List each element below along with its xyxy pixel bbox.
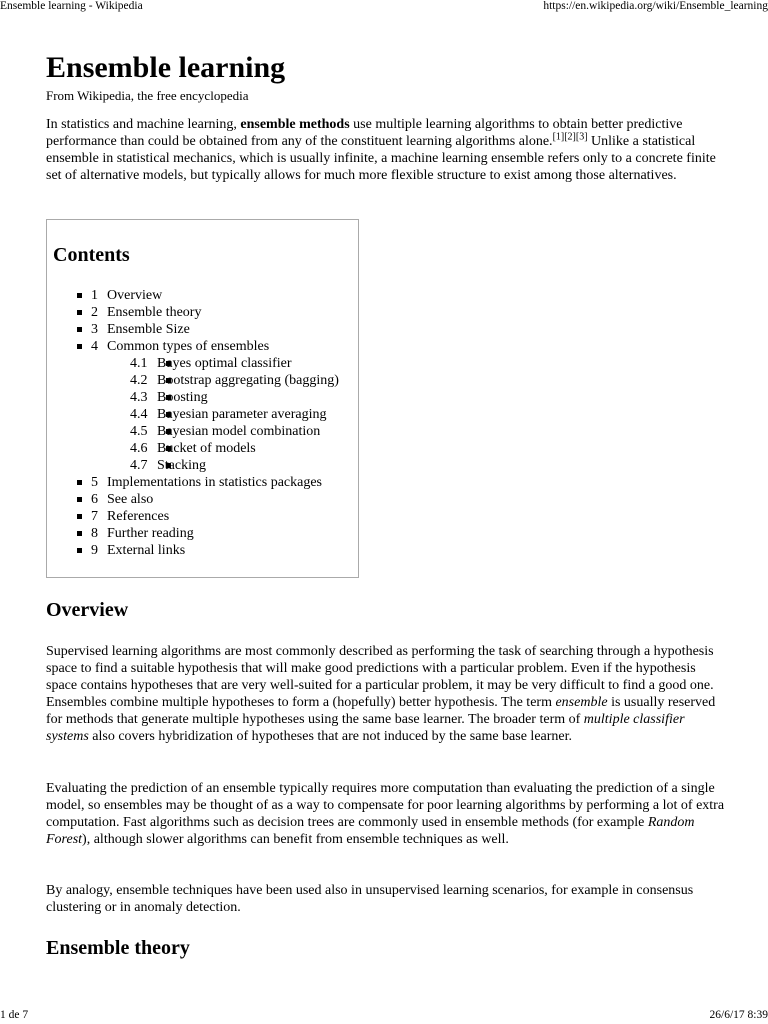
toc-item-number: 6	[91, 492, 98, 507]
toc-item-label[interactable]: Bayes optimal classifier	[157, 356, 292, 371]
overview-p2-text-b: ), although slower algorithms can benefit from ensemble techniques as well.	[82, 832, 509, 847]
toc-bullet-icon	[77, 531, 82, 536]
page-tagline: From Wikipedia, the free encyclopedia	[46, 88, 249, 103]
overview-p2-text-a: Evaluating the prediction of an ensemble typically requires more computation than evaluating the prediction of a single model, so ensembles may be thought of as a way to compensate for poor learning algorithms by performing a lot of extra computation. Fast algorithms such as decision trees are commonly used in ensemble methods (for example	[46, 781, 725, 830]
toc-item-number: 1	[91, 288, 98, 303]
intro-paragraph	[46, 116, 726, 184]
toc-item-label[interactable]: Ensemble theory	[107, 305, 202, 320]
print-header-url[interactable]: https://en.wikipedia.org/wiki/Ensemble_learning	[543, 0, 768, 12]
toc-item-number: 8	[91, 526, 98, 541]
intro-text-2: use multiple learning algorithms to obtain better predictive performance than could be obtained from any of the constituent learning algorithms alone.	[46, 117, 683, 149]
toc-bullet-icon	[77, 548, 82, 553]
toc-item-label[interactable]: Further reading	[107, 526, 194, 541]
toc-item-number: 3	[91, 322, 98, 337]
toc-item-label[interactable]: Common types of ensembles	[107, 339, 270, 354]
overview-p1-term-ensemble: ensemble	[555, 695, 608, 710]
overview-p1-text-c: also covers hybridization of hypotheses that are not induced by the same base learner.	[88, 729, 573, 744]
section-heading-overview: Overview	[46, 599, 129, 621]
toc-bullet-icon	[77, 514, 82, 519]
overview-paragraph-2	[46, 780, 726, 848]
section-heading-ensemble-theory: Ensemble theory	[46, 937, 190, 959]
page-title: Ensemble learning	[46, 51, 286, 84]
intro-text-1: In statistics and machine learning,	[46, 117, 241, 132]
toc-item-label[interactable]: Overview	[107, 288, 163, 303]
toc-bullet-icon	[77, 327, 82, 332]
overview-p1-text-a: Supervised learning algorithms are most commonly described as performing the task of searching through a hypothesis space to find a suitable hypothesis that will make good predictions with a particular problem. Even if the hypothesis space contains hypotheses that are very well-suited for a particular problem, it may be very difficult to find a good one. Ensembles combine multiple hypotheses to form a (hopefully) better hypothesis. The term	[46, 644, 714, 710]
toc-item-number: 4.7	[130, 458, 148, 473]
print-footer-page: 1 de 7	[0, 1009, 29, 1021]
toc-item-label[interactable]: Bootstrap aggregating (bagging)	[157, 373, 339, 388]
toc-bullet-icon	[77, 293, 82, 298]
table-of-contents	[46, 219, 359, 578]
toc-item-number: 4.3	[130, 390, 148, 405]
toc-item-number: 5	[91, 475, 98, 490]
intro-text-3: Unlike a statistical ensemble in statistical mechanics, which is usually infinite, a machine learning ensemble refers only to a concrete finite set of alternative models, but typically allows for much more flexible structure to exist among those alternatives.	[46, 134, 716, 183]
toc-item-label[interactable]: Bucket of models	[157, 441, 256, 456]
article-header	[46, 48, 726, 184]
intro-references[interactable]: [1][2][3]	[552, 131, 588, 143]
overview-paragraph-1	[46, 643, 726, 745]
toc-item-label[interactable]: Implementations in statistics packages	[107, 475, 323, 490]
print-header-title: Ensemble learning - Wikipedia	[0, 0, 143, 12]
toc-item-number: 4.5	[130, 424, 148, 439]
toc-item-number: 4.1	[130, 356, 148, 371]
toc-item-label[interactable]: Bayesian model combination	[157, 424, 321, 439]
toc-item-number: 4.2	[130, 373, 148, 388]
toc-item-label[interactable]: Ensemble Size	[107, 322, 190, 337]
toc-item-label[interactable]: Bayesian parameter averaging	[157, 407, 327, 422]
overview-p1-term-mcs: multiple classifier systems	[46, 712, 685, 744]
toc-item-number: 9	[91, 543, 98, 558]
toc-bullet-icon	[77, 344, 82, 349]
toc-item-number: 4.4	[130, 407, 148, 422]
toc-bullet-icon	[77, 480, 82, 485]
toc-item-number: 4	[91, 339, 98, 354]
overview-paragraph-3	[46, 882, 726, 916]
toc-item-label[interactable]: References	[107, 509, 170, 524]
toc-item-label[interactable]: Stacking	[157, 458, 206, 473]
intro-bold-term[interactable]: ensemble methods	[240, 117, 350, 132]
toc-item-label[interactable]: External links	[107, 543, 186, 558]
toc-item-label[interactable]: Boosting	[157, 390, 208, 405]
overview-p2-term-random-forest: Random Forest	[46, 815, 695, 847]
toc-item-number: 4.6	[130, 441, 148, 456]
toc-item-number: 2	[91, 305, 98, 320]
overview-p3-text: By analogy, ensemble techniques have been used also in unsupervised learning scenarios, for example in consensus clustering or in anomaly detection.	[46, 883, 694, 915]
toc-title: Contents	[53, 244, 130, 266]
toc-item-label[interactable]: See also	[107, 492, 154, 507]
print-footer-datetime: 26/6/17 8:39	[709, 1009, 768, 1021]
toc-item-number: 7	[91, 509, 98, 524]
overview-p1-text-b: is usually reserved for methods that generate multiple hypotheses using the same base learner. The broader term of	[46, 695, 716, 727]
toc-bullet-icon	[77, 310, 82, 315]
toc-bullet-icon	[77, 497, 82, 502]
